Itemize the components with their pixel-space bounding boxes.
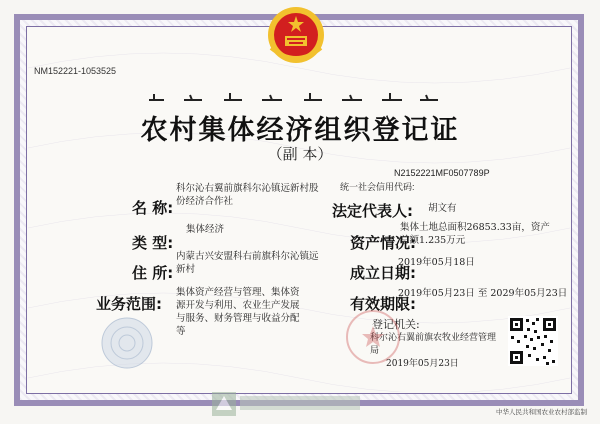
established-value: 2019年05月18日 — [398, 257, 475, 268]
type-value: 集体经济 — [186, 224, 225, 235]
validity-label: 有效期限: — [350, 295, 416, 313]
scope-label: 业务范围: — [96, 295, 162, 313]
validity-value: 2019年05月23日 至 2029年05月23日 — [398, 288, 568, 299]
established-label: 成立日期: — [350, 264, 416, 282]
address-label: 住 所: — [132, 264, 174, 282]
national-emblem-icon — [265, 4, 327, 66]
type-label: 类 型: — [132, 234, 174, 252]
official-seal-icon — [344, 308, 402, 366]
issuer-name: 科尔沁右翼前旗农牧业经营管理局 — [370, 333, 497, 356]
ministry-footer: 中华人民共和国农业农村部监制 — [496, 409, 587, 416]
issuer-date: 2019年05月23日 — [386, 359, 459, 369]
mongolian-title-glyphs — [144, 90, 444, 104]
issuer-label: 登记机关: — [372, 318, 420, 331]
scope-value: 集体资产经营与管理、集体资源开发与利用、农业生产发展与服务、财务管理与收益分配等 — [176, 287, 300, 337]
credit-code-value: N2152221MF0507789P — [394, 168, 490, 178]
certificate-subtitle: （副 本） — [267, 145, 333, 163]
assets-value: 集体土地总面积26853.33亩，资产总额1.235万元 — [400, 222, 550, 246]
legal-rep-value: 胡文有 — [428, 203, 457, 214]
anti-counterfeit-seal-icon — [100, 316, 154, 370]
university-watermark-logo — [212, 390, 392, 420]
name-value: 科尔沁右翼前旗科尔沁镇远新村股份经济合作社 — [176, 183, 319, 207]
address-value: 内蒙古兴安盟科右前旗科尔沁镇远新村 — [176, 251, 319, 275]
credit-code-label: 统一社会信用代码: — [340, 182, 415, 192]
assets-label: 资产情况: — [350, 234, 416, 252]
certificate-title: 农村集体经济组织登记证 — [140, 115, 460, 146]
qr-code-icon[interactable] — [508, 316, 558, 366]
name-label: 名 称: — [132, 199, 174, 217]
legal-rep-label: 法定代表人: — [332, 202, 413, 220]
serial-number: NM152221-1053525 — [34, 66, 117, 76]
